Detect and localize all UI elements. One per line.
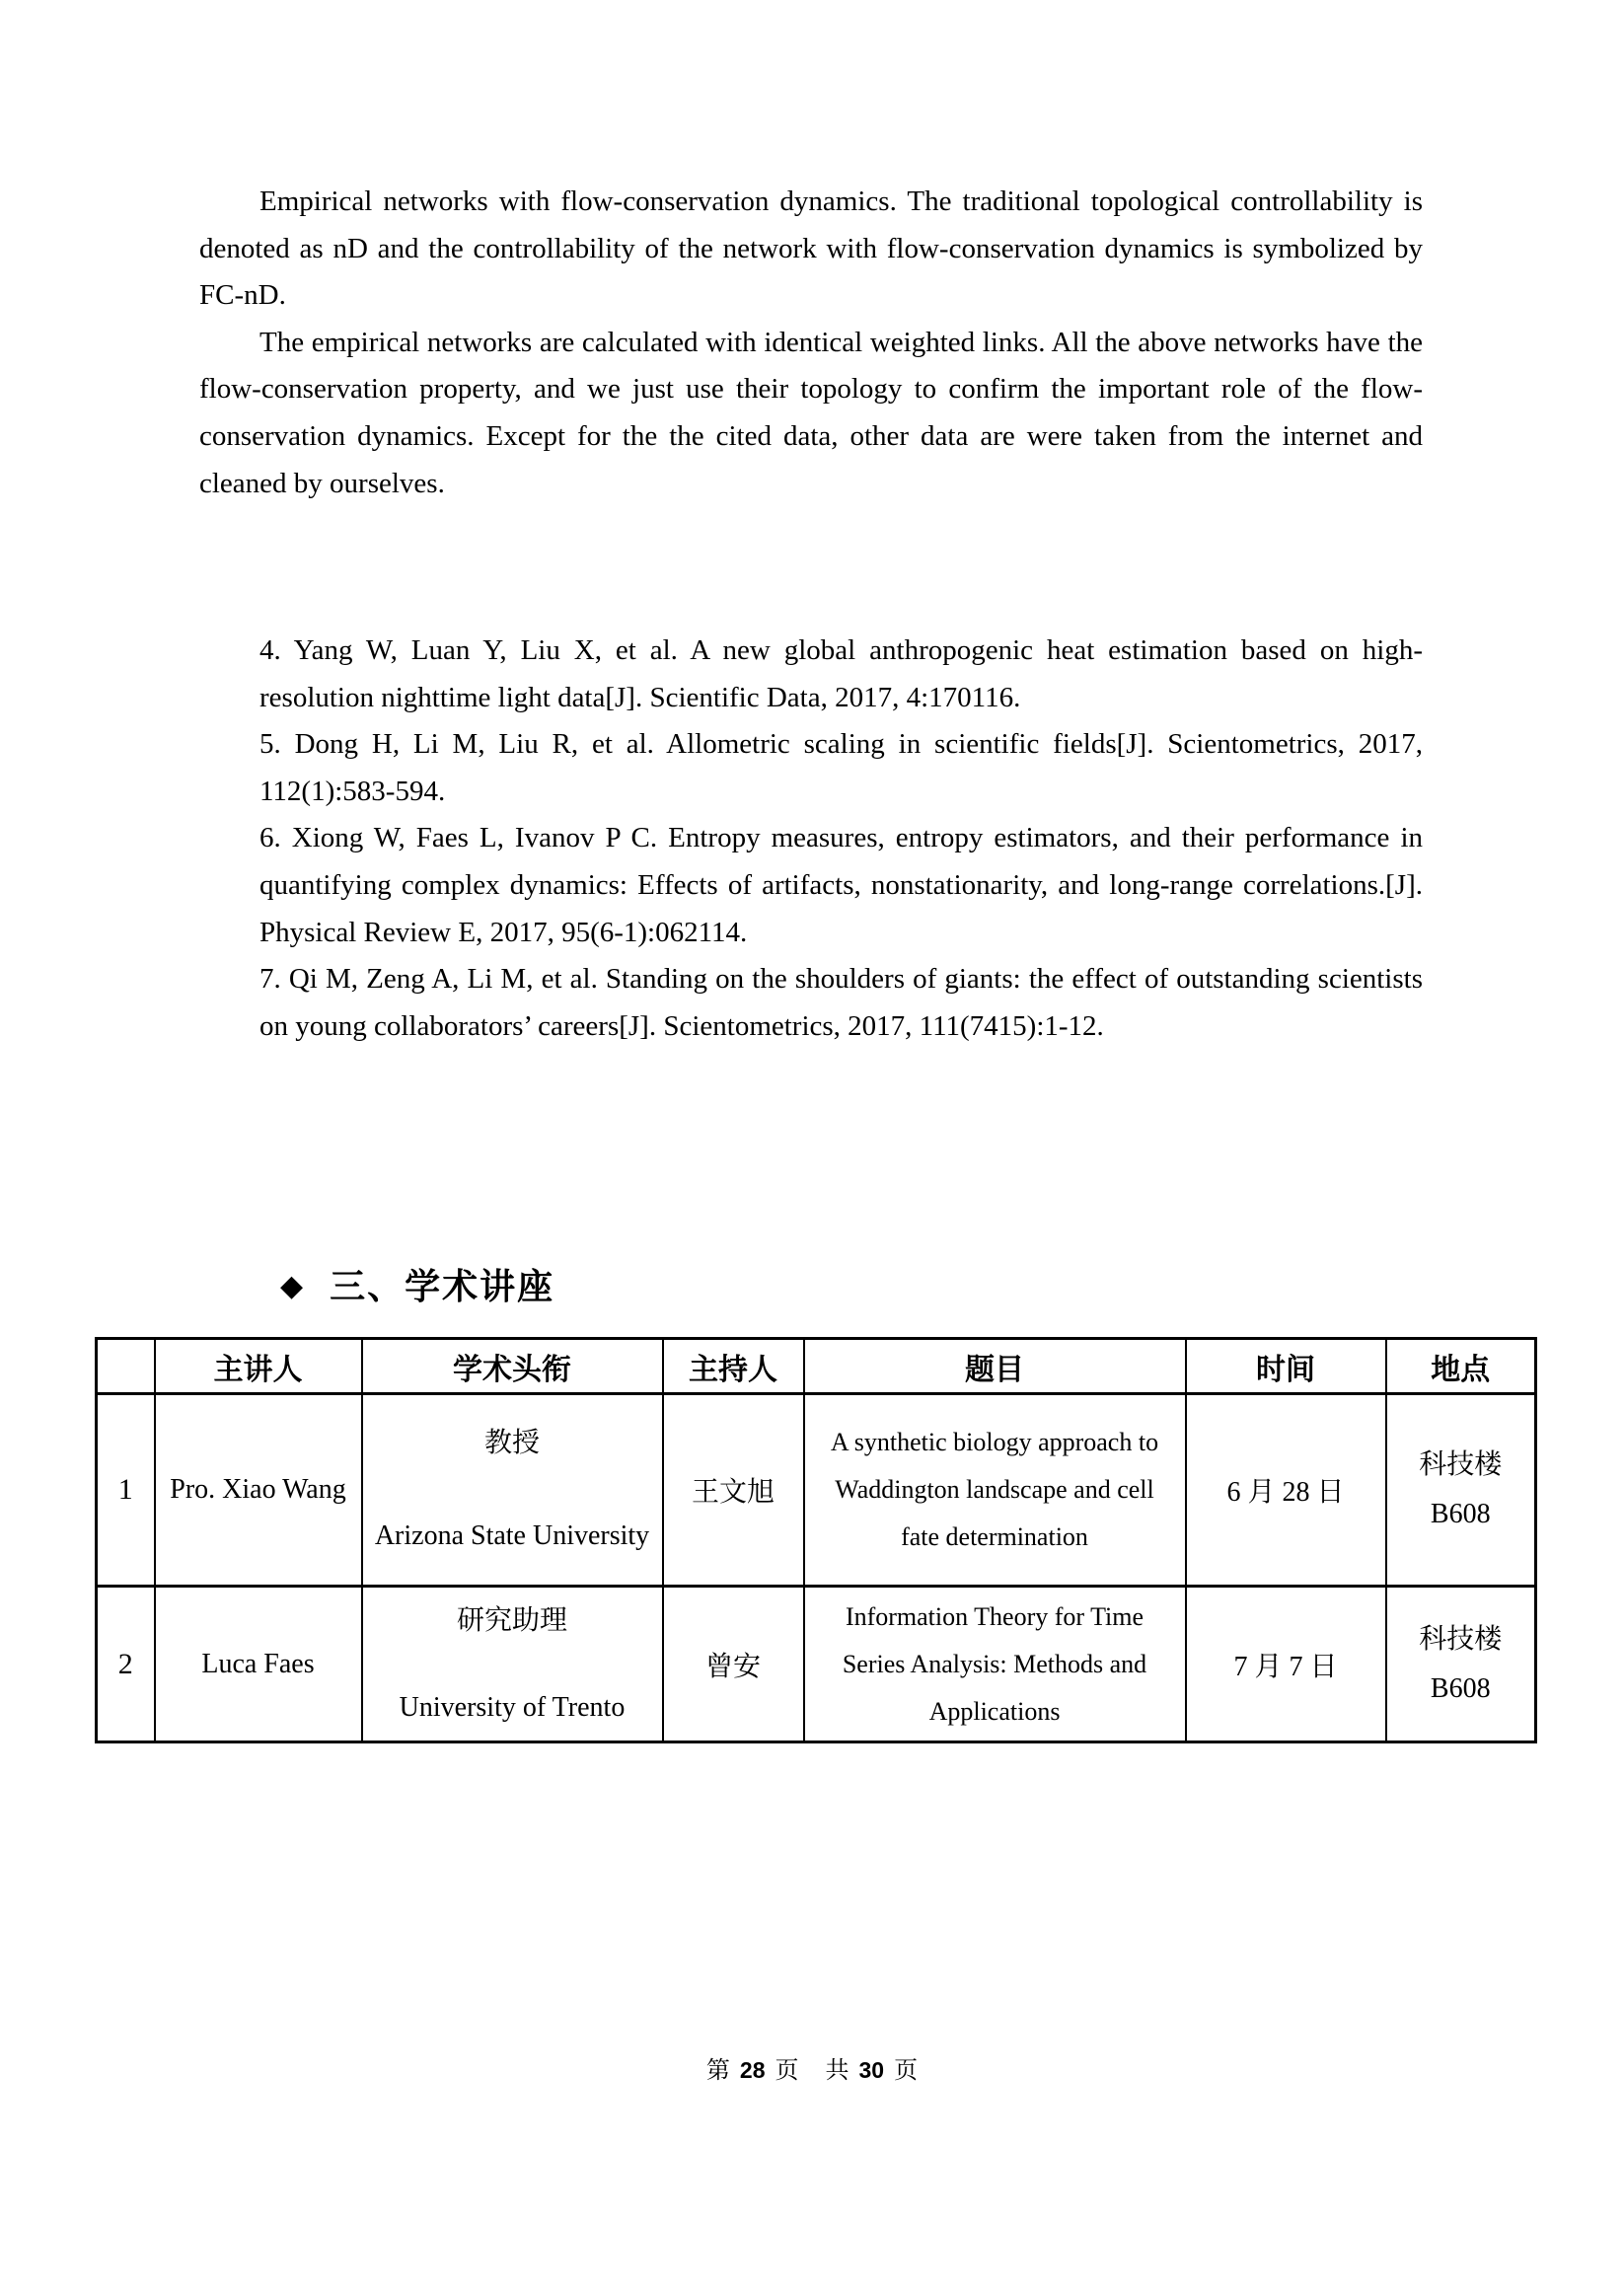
footer-label-page: 第 — [705, 2058, 730, 2084]
reference-item: 7. Qi M, Zeng A, Li M, et al. Standing on the shoulders of giants: the effect of outstanding scientists on young collaborators’ careers[J]. Scientometrics, 2017, 111(7415):1-12. — [259, 963, 1423, 1042]
section-heading — [280, 1264, 554, 1309]
table-row — [97, 1587, 1536, 1742]
cell-speaker: Pro. Xiao Wang — [155, 1394, 362, 1587]
lectures-table — [95, 1337, 1537, 1743]
page-number: 28 — [739, 2057, 766, 2083]
section-title: 三、学术讲座 — [330, 1267, 555, 1306]
academic-title-cn: 教授 — [483, 1428, 540, 1458]
reference-item: 5. Dong H, Li M, Liu R, et al. Allometric scaling in scientific fields[J]. Scientometrics, 2017, 112(1):583-594. — [259, 728, 1423, 807]
cell-topic: A synthetic biology approach to Waddington landscape and cell fate determination — [804, 1394, 1186, 1587]
cell-time: 7 月 7 日 — [1186, 1587, 1386, 1742]
header-topic: 题目 — [804, 1339, 1186, 1394]
references-list — [259, 628, 1423, 1050]
footer-label-total-unit: 页 — [894, 2058, 919, 2084]
footer-label-page-unit: 页 — [775, 2058, 799, 2084]
cell-place — [1386, 1394, 1536, 1587]
place-building: 科技楼 — [1419, 1449, 1503, 1480]
spacer — [373, 1645, 652, 1684]
cell-topic: Information Theory for Time Series Analysis: Methods and Applications — [804, 1587, 1186, 1742]
cell-host: 王文旭 — [663, 1394, 804, 1587]
place-room: B608 — [1430, 1499, 1491, 1529]
total-pages: 30 — [858, 2057, 885, 2083]
header-host: 主持人 — [663, 1339, 804, 1394]
cell-place — [1386, 1587, 1536, 1742]
reference-item: 6. Xiong W, Faes L, Ivanov P C. Entropy measures, entropy estimators, and their performance in quantifying complex dynamics: Effects of artifacts, nonstationarity, and long-range correlations.[J]. Physical Review E, 2017, 95(6-1):062114. — [259, 822, 1423, 948]
header-index — [97, 1339, 155, 1394]
header-speaker: 主讲人 — [155, 1339, 362, 1394]
header-time: 时间 — [1186, 1339, 1386, 1394]
table-header-row — [97, 1339, 1536, 1394]
page-footer — [0, 2050, 1624, 2085]
place-room: B608 — [1430, 1672, 1491, 1704]
academic-title-cn: 研究助理 — [456, 1604, 567, 1636]
cell-time: 6 月 28 日 — [1186, 1394, 1386, 1587]
reference-item: 4. Yang W, Luan Y, Liu X, et al. A new global anthropogenic heat estimation based on high-resolution nighttime light data[J]. Scientific Data, 2017, 4:170116. — [259, 634, 1423, 713]
header-place: 地点 — [1386, 1339, 1536, 1394]
place-building: 科技楼 — [1419, 1623, 1503, 1655]
footer-label-total: 共 — [825, 2058, 849, 2084]
body-paragraphs — [199, 179, 1423, 507]
paragraph: Empirical networks with flow-conservation dynamics. The traditional topological controllability is denoted as nD and the controllability of the network with flow-conservation dynamics is symbolized by FC-nD. — [199, 185, 1423, 312]
cell-speaker: Luca Faes — [155, 1587, 362, 1742]
header-academic-title: 学术头衔 — [362, 1339, 663, 1394]
paragraph: The empirical networks are calculated with identical weighted links. All the above networks have the flow-conservation property, and we just use their topology to confirm the important role of the flow-conservation dynamics. Except for the the cited data, other data are were taken from the internet and cleaned by ourselves. — [199, 326, 1423, 499]
cell-academic-title — [362, 1587, 663, 1742]
cell-row-number: 2 — [97, 1587, 155, 1742]
diamond-bullet-icon: ◆ — [280, 1270, 304, 1302]
academic-title-en: Arizona State University — [374, 1520, 650, 1551]
cell-host: 曾安 — [663, 1587, 804, 1742]
spacer — [373, 1467, 652, 1513]
academic-title-en: University of Trento — [399, 1691, 626, 1723]
cell-row-number: 1 — [97, 1394, 155, 1587]
cell-academic-title — [362, 1394, 663, 1587]
table-row — [97, 1394, 1536, 1587]
